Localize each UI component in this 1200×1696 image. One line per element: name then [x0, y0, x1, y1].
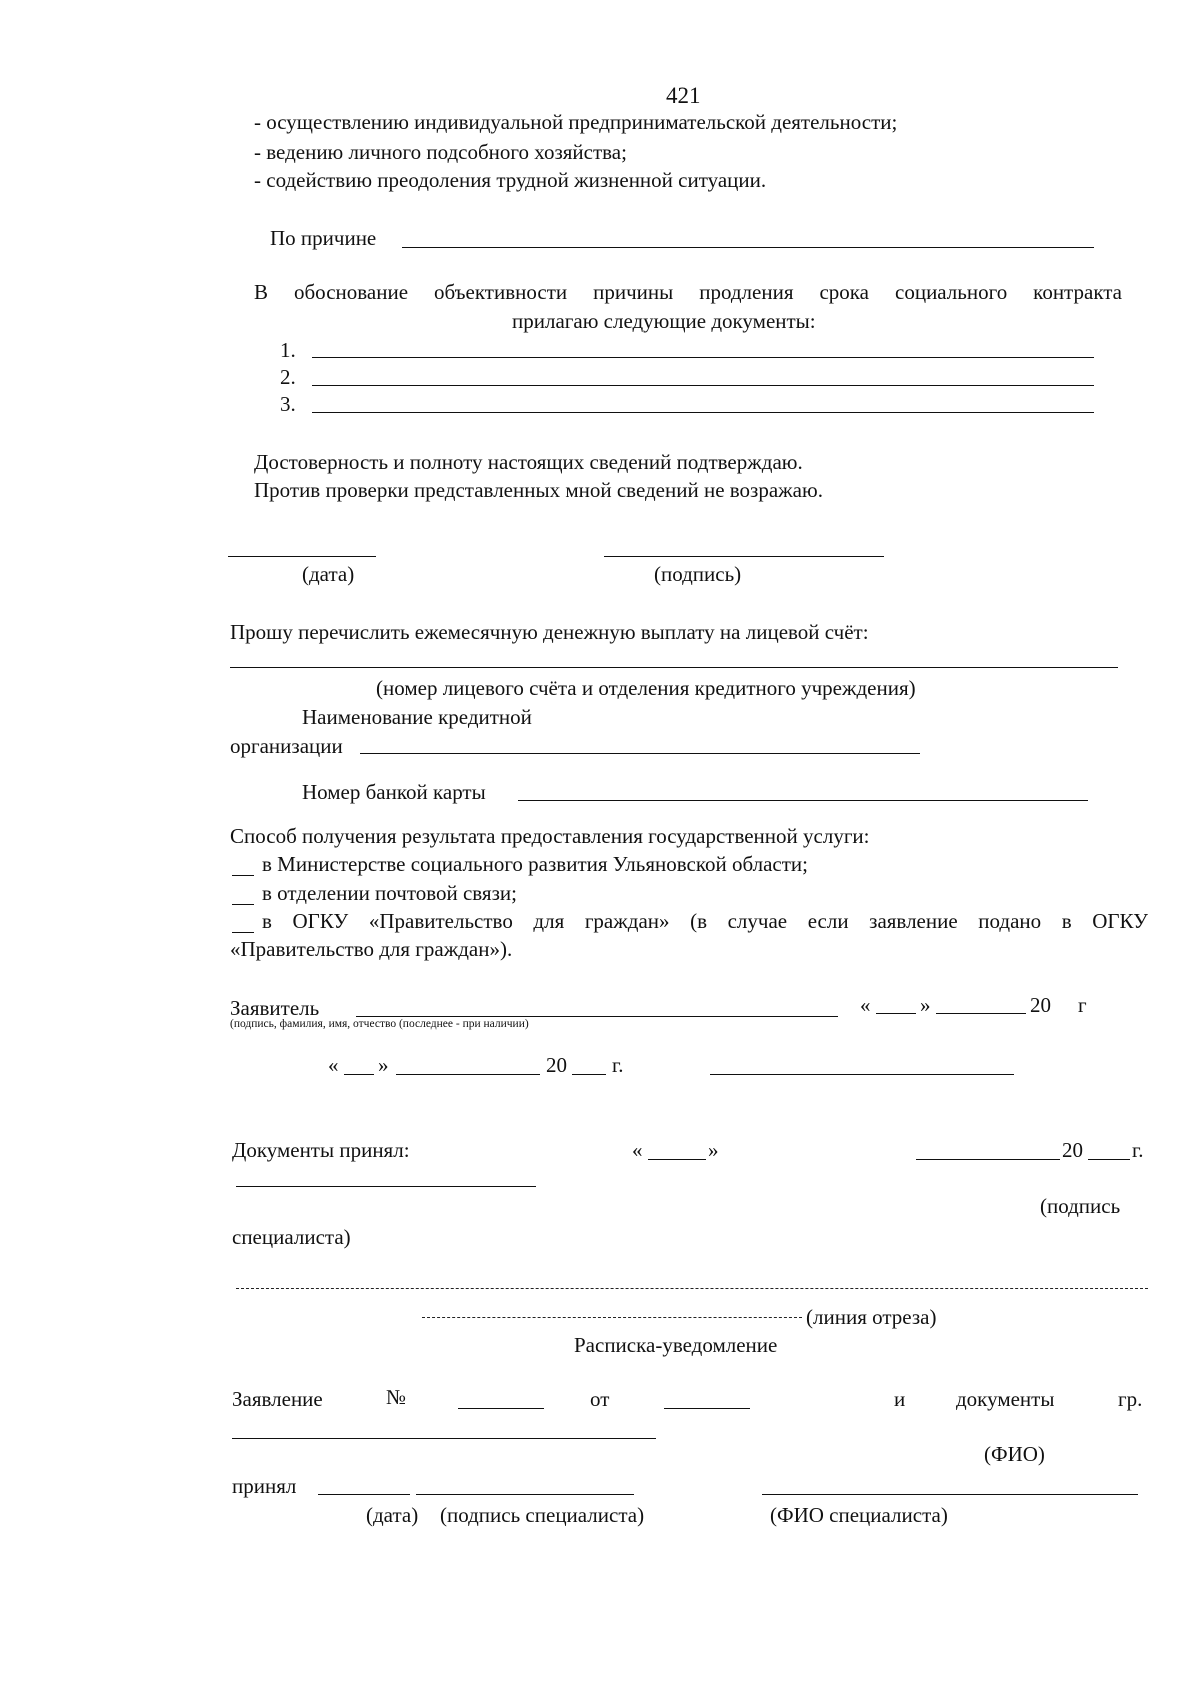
applicant-line[interactable]	[356, 1016, 838, 1017]
confirmation-line-2: Против проверки представленных мной сведений не возражаю.	[254, 478, 823, 502]
doc-item-1-number: 1.	[280, 338, 296, 362]
docs-accepted-day-line[interactable]	[648, 1159, 706, 1160]
applicant-year: 20	[1030, 993, 1051, 1017]
cut-line-dashes	[236, 1288, 1148, 1289]
second-month-line[interactable]	[396, 1074, 540, 1075]
receipt-statement: Заявление	[232, 1387, 323, 1411]
applicant-caption: (подпись, фамилия, имя, отчество (последнее - при наличии)	[230, 1018, 529, 1030]
second-year: 20	[546, 1053, 567, 1077]
second-year-line[interactable]	[572, 1074, 606, 1075]
applicant-date-open: «	[860, 993, 871, 1017]
receipt-fio-caption: (ФИО)	[984, 1442, 1045, 1466]
date-caption: (дата)	[302, 562, 355, 586]
account-line[interactable]	[230, 667, 1118, 668]
bullet-2: - ведению личного подсобного хозяйства;	[254, 140, 627, 164]
receipt-and: и	[894, 1387, 906, 1411]
receipt-number-line[interactable]	[458, 1408, 544, 1409]
bullet-3: - содействию преодоления трудной жизненной ситуации.	[254, 168, 767, 192]
cut-line-dashes-2	[422, 1317, 802, 1318]
delivery-option-2-checkbox[interactable]	[232, 904, 254, 905]
doc-item-2-number: 2.	[280, 365, 296, 389]
second-date-open: «	[328, 1053, 339, 1077]
specialist-signature-caption-1: (подпись	[1040, 1194, 1121, 1218]
receipt-specialist-fio-line[interactable]	[762, 1494, 1138, 1495]
delivery-option-3: в ОГКУ «Правительство для граждан» (в случае если заявление подано в ОГКУ	[262, 909, 1148, 933]
doc-item-3-line[interactable]	[312, 412, 1094, 413]
specialist-signature-line[interactable]	[236, 1186, 536, 1187]
delivery-title: Способ получения результата предоставления государственной услуги:	[230, 824, 870, 848]
receipt-signature-line[interactable]	[416, 1494, 634, 1495]
confirmation-line-1: Достоверность и полноту настоящих сведений подтверждаю.	[254, 450, 803, 474]
docs-accepted-year: 20	[1062, 1138, 1083, 1162]
receipt-from: от	[590, 1387, 610, 1411]
receipt-accepted: принял	[232, 1474, 297, 1498]
account-request: Прошу перечислить ежемесячную денежную выплату на лицевой счёт:	[230, 620, 869, 644]
receipt-title: Расписка-уведомление	[574, 1333, 778, 1357]
docs-accepted-quote-close: »	[708, 1138, 719, 1162]
doc-item-3-number: 3.	[280, 392, 296, 416]
receipt-documents: документы	[956, 1387, 1055, 1411]
receipt-fio-line[interactable]	[232, 1438, 656, 1439]
doc-item-1-line[interactable]	[312, 357, 1094, 358]
date-line[interactable]	[228, 556, 376, 557]
second-date-close: »	[378, 1053, 389, 1077]
receipt-date-line[interactable]	[318, 1494, 410, 1495]
signature-caption: (подпись)	[654, 562, 742, 586]
delivery-option-1-checkbox[interactable]	[232, 875, 254, 876]
delivery-option-1: в Министерстве социального развития Ульяновской области;	[262, 852, 808, 876]
applicant-year-suffix: г	[1078, 993, 1087, 1017]
docs-accepted-year-line[interactable]	[1088, 1159, 1130, 1160]
credit-org-line[interactable]	[360, 753, 920, 754]
receipt-citizen: гр.	[1118, 1387, 1143, 1411]
bullet-1: - осуществлению индивидуальной предпринимательской деятельности;	[254, 110, 898, 134]
delivery-option-3-checkbox[interactable]	[232, 932, 254, 933]
docs-accepted-label: Документы принял:	[232, 1138, 410, 1162]
credit-org-label-2: организации	[230, 734, 343, 758]
docs-accepted-year-suffix: г.	[1132, 1138, 1144, 1162]
applicant-date-close: »	[920, 993, 931, 1017]
second-signature-line[interactable]	[710, 1074, 1014, 1075]
receipt-signature-caption: (подпись специалиста)	[440, 1503, 645, 1527]
applicant-day-line[interactable]	[876, 1013, 916, 1014]
signature-line[interactable]	[604, 556, 884, 557]
docs-accepted-quote-open: «	[632, 1138, 643, 1162]
applicant-label: Заявитель	[230, 996, 320, 1020]
second-year-suffix: г.	[612, 1053, 624, 1077]
account-caption: (номер лицевого счёта и отделения кредитного учреждения)	[376, 676, 916, 700]
receipt-specialist-fio-caption: (ФИО специалиста)	[770, 1503, 948, 1527]
second-day-line[interactable]	[344, 1074, 374, 1075]
reason-label: По причине	[270, 226, 377, 250]
doc-item-2-line[interactable]	[312, 385, 1094, 386]
credit-org-label-1: Наименование кредитной	[302, 705, 532, 729]
reason-line[interactable]	[402, 247, 1094, 248]
specialist-signature-caption-2: специалиста)	[232, 1225, 351, 1249]
receipt-from-line[interactable]	[664, 1408, 750, 1409]
delivery-option-3-cont: «Правительство для граждан»).	[230, 937, 513, 961]
bank-card-label: Номер банкой карты	[302, 780, 486, 804]
applicant-month-line[interactable]	[936, 1013, 1026, 1014]
cut-line-label: (линия отреза)	[806, 1305, 937, 1329]
justification-text-2: прилагаю следующие документы:	[512, 309, 816, 333]
receipt-number-sign: №	[386, 1385, 407, 1409]
page-number: 421	[666, 83, 701, 108]
delivery-option-2: в отделении почтовой связи;	[262, 881, 517, 905]
docs-accepted-month-line[interactable]	[916, 1159, 1060, 1160]
bank-card-line[interactable]	[518, 800, 1088, 801]
justification-text: В обоснование объективности причины продления срока социального контракта	[254, 280, 1122, 304]
receipt-date-caption: (дата)	[366, 1503, 419, 1527]
